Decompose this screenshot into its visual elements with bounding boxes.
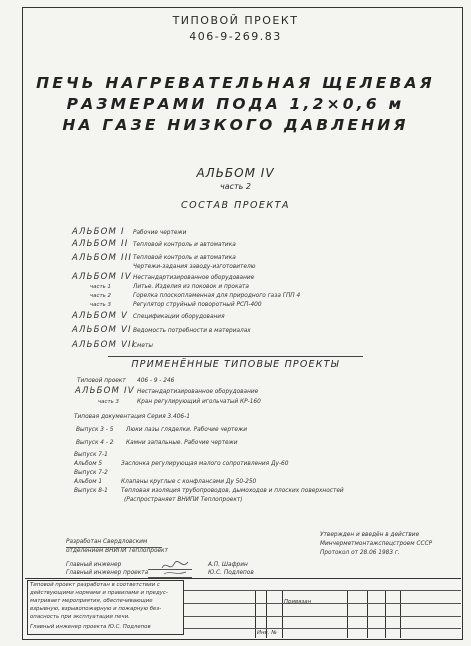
- stamp-line1: Типовой проект разработан в соответствии с: [30, 582, 160, 588]
- composition-desc: Регулятор струйный поворотный РСП-400: [133, 302, 262, 308]
- main-title-line3: НА ГАЗЕ НИЗКОГО ДАВЛЕНИЯ: [62, 116, 409, 134]
- gip-name: Ю.С. Подлепов: [208, 570, 254, 576]
- composition-album: АЛЬБОМ IV: [72, 272, 132, 282]
- applied-tp-number: 406 - 9 - 246: [137, 378, 175, 384]
- composition-album: АЛЬБОМ II: [72, 239, 129, 249]
- composition-sub: часть 3: [90, 302, 111, 308]
- table-line: [255, 590, 256, 638]
- applied-heading: ПРИМЕНЁННЫЕ ТИПОВЫЕ ПРОЕКТЫ: [131, 359, 340, 370]
- composition-album: АЛЬБОМ III: [72, 253, 133, 263]
- applied-part-label: часть 3: [98, 399, 119, 405]
- table-line: [184, 603, 461, 604]
- composition-desc: Тепловой контроль и автоматика: [133, 255, 236, 261]
- composition-album: АЛЬБОМ VI: [72, 325, 132, 335]
- signature-icon: [160, 558, 190, 578]
- table-line: [184, 616, 461, 617]
- applied-album-desc: Нестандартизированное оборудование: [137, 389, 259, 395]
- applied-issue-label: Выпуск 3 - 5: [76, 427, 114, 433]
- stamp-line6: Главный инженер проекта Ю.С. Подлепов: [30, 624, 151, 630]
- applied-issue-desc: Заслонка регулирующая малого сопротивления Ду-60: [121, 461, 289, 467]
- composition-album: АЛЬБОМ V: [72, 311, 129, 321]
- composition-desc: Спецификации оборудования: [133, 314, 225, 320]
- composition-sub: часть 2: [90, 293, 111, 299]
- table-line: [400, 590, 401, 638]
- composition-desc: Нестандартизированное оборудование: [133, 275, 255, 281]
- composition-desc: Ведомость потребности в материалах: [133, 328, 251, 334]
- table-line: [184, 590, 461, 591]
- composition-desc: Сметы: [133, 343, 153, 349]
- chief-engineer-name: А.П. Шафрин: [208, 562, 248, 568]
- applied-doc-line: Типовая документация Серия 3.406-1: [74, 414, 190, 420]
- project-number: 406-9-269.83: [189, 30, 282, 43]
- album-part: часть 2: [219, 182, 252, 191]
- applied-issue-album: Альбом 5: [74, 461, 103, 467]
- privyazan-label: Привязан: [284, 599, 312, 605]
- applied-issue-desc: Тепловая изоляция трубопроводов, дымоходов и плоских поверхностей: [121, 488, 344, 494]
- stamp-line4: взрывную, взрывопожарную и пожарную без-: [30, 606, 162, 612]
- album-label: АЛЬБОМ IV: [196, 166, 275, 180]
- developer-line2: отделением ВНИПИ Теплопроект: [66, 548, 168, 554]
- stamp-line3: матривает мероприятия, обеспечивающие: [30, 598, 153, 604]
- gip-label: Главный инженер проекта: [66, 570, 149, 576]
- stamp-line5: опасность при эксплуатации печи.: [30, 614, 130, 620]
- approval-line1: Утвержден и введён в действие: [320, 532, 420, 538]
- chief-engineer-label: Главный инженер: [66, 562, 122, 568]
- composition-heading: СОСТАВ ПРОЕКТА: [181, 200, 290, 211]
- main-title-line2: РАЗМЕРАМИ ПОДА 1,2×0,6 м: [66, 95, 405, 113]
- composition-desc: Тепловой контроль и автоматика: [133, 242, 236, 248]
- composition-desc: Рабочие чертежи: [133, 230, 187, 236]
- applied-issue-label: Выпуск 8-1: [74, 488, 108, 494]
- applied-issue-desc: Клапаны круглые с конфлансами Ду 50-250: [121, 479, 257, 485]
- project-type: ТИПОВОЙ ПРОЕКТ: [172, 14, 299, 27]
- table-line: [347, 590, 348, 638]
- developer-line1: Разработан Свердловским: [66, 539, 148, 545]
- approval-line2: Минчерметмонтажспецстроем СССР: [320, 541, 433, 547]
- section-divider: [108, 356, 363, 357]
- composition-desc2: Чертежи-задания заводу-изготовителю: [133, 264, 256, 270]
- composition-album: АЛЬБОМ I: [72, 227, 125, 237]
- table-line: [367, 590, 368, 638]
- applied-album-label: АЛЬБОМ IV: [75, 386, 135, 396]
- composition-sub: часть 1: [90, 284, 111, 290]
- table-line: [184, 628, 461, 629]
- table-line: [385, 590, 386, 638]
- composition-album: АЛЬБОМ VII: [72, 340, 136, 350]
- stamp-line2: действующими нормами и правилами и предус-: [30, 590, 168, 596]
- applied-part-desc: Кран регулирующий игольчатый КР-160: [137, 399, 261, 405]
- applied-issue-album: Альбом 1: [74, 479, 103, 485]
- applied-issue-desc: Люки лазы гляделки. Рабочие чертежи: [126, 427, 247, 433]
- applied-issue-label: Выпуск 7-2: [74, 470, 108, 476]
- applied-issue-label: Выпуск 4 - 2: [76, 440, 114, 446]
- applied-issue-label: Выпуск 7-1: [74, 452, 108, 458]
- applied-distributor: (Распространяет ВНИПИ Теплопроект): [124, 497, 243, 503]
- composition-desc: Горелка плоскопламенная для природного газа ГПП 4: [133, 293, 301, 299]
- composition-desc: Литье. Изделия из поковок и проката: [133, 284, 249, 290]
- table-line: [282, 590, 283, 638]
- approval-line3: Протокол от 28.06 1983 г.: [320, 550, 400, 556]
- applied-issue-desc: Камни запальные. Рабочие чертежи: [126, 440, 238, 446]
- main-title-line1: ПЕЧЬ НАГРЕВАТЕЛЬНАЯ ЩЕЛЕВАЯ: [36, 74, 435, 92]
- applied-tp-label: Типовой проект: [77, 378, 126, 384]
- underline: [66, 547, 162, 548]
- inventory-label: Инв. №: [257, 630, 277, 636]
